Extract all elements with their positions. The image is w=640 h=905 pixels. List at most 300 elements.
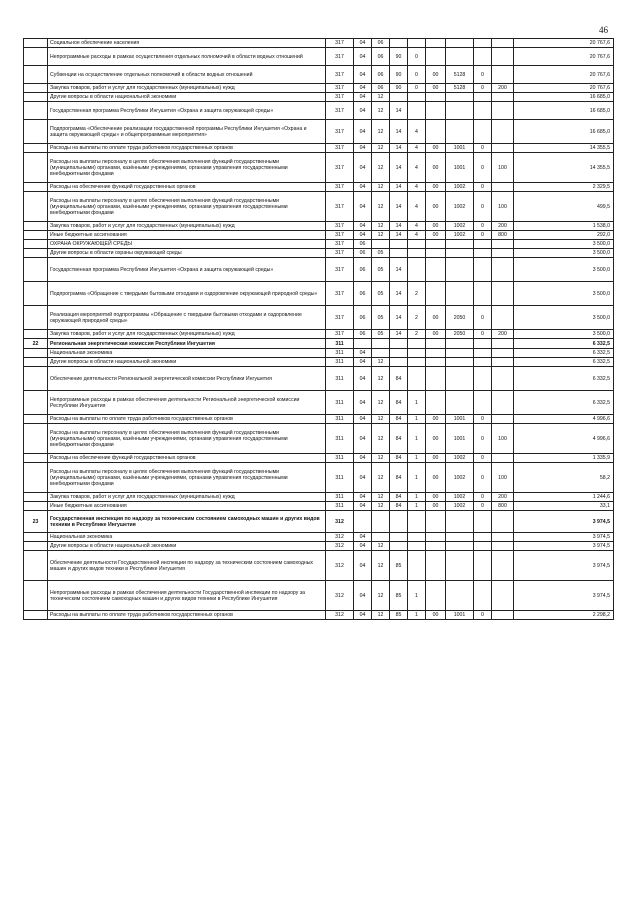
- cell-c7: 1002: [446, 231, 474, 240]
- cell-amt: 6 332,5: [514, 339, 614, 349]
- cell-c9: [492, 66, 514, 84]
- cell-c7: 1002: [446, 192, 474, 222]
- cell-amt: 4 996,6: [514, 424, 614, 454]
- cell-name: Закупка товаров, работ и услуг для государственных (муниципальных) нужд: [48, 222, 326, 231]
- cell-c4: 85: [390, 611, 408, 620]
- table-row: [24, 611, 614, 620]
- cell-c1: 312: [326, 542, 354, 551]
- cell-c8: [474, 102, 492, 120]
- cell-c7: [446, 349, 474, 358]
- table-row: [24, 339, 614, 349]
- cell-c4: [390, 39, 408, 48]
- page-number: 46: [599, 25, 608, 35]
- cell-num: [24, 502, 48, 511]
- cell-c6: 00: [426, 502, 446, 511]
- cell-c1: 312: [326, 581, 354, 611]
- cell-c8: [474, 551, 492, 581]
- cell-num: [24, 222, 48, 231]
- cell-c5: [408, 258, 426, 282]
- table-row: [24, 551, 614, 581]
- cell-c4: 14: [390, 231, 408, 240]
- cell-c9: [492, 415, 514, 424]
- cell-c8: 0: [474, 415, 492, 424]
- cell-c8: 0: [474, 493, 492, 502]
- cell-name: Другие вопросы в области охраны окружающей среды: [48, 249, 326, 258]
- cell-c7: 1001: [446, 415, 474, 424]
- cell-c1: 312: [326, 533, 354, 542]
- cell-c5: 1: [408, 415, 426, 424]
- cell-c8: 0: [474, 424, 492, 454]
- cell-name: Обеспечение деятельности Региональной энергетической комиссии Республики Ингушетия: [48, 367, 326, 391]
- cell-c5: [408, 39, 426, 48]
- cell-c1: 317: [326, 231, 354, 240]
- cell-c9: [492, 144, 514, 153]
- cell-c3: 12: [372, 367, 390, 391]
- cell-c4: [390, 542, 408, 551]
- cell-c5: [408, 349, 426, 358]
- cell-c9: [492, 611, 514, 620]
- cell-c8: [474, 542, 492, 551]
- cell-c9: [492, 511, 514, 533]
- cell-c8: 0: [474, 66, 492, 84]
- cell-c1: 311: [326, 424, 354, 454]
- cell-c8: [474, 48, 492, 66]
- cell-c5: [408, 367, 426, 391]
- cell-c3: 06: [372, 66, 390, 84]
- cell-c9: [492, 120, 514, 144]
- cell-amt: 6 332,5: [514, 367, 614, 391]
- table-row: [24, 192, 614, 222]
- cell-c3: [372, 511, 390, 533]
- cell-c3: 06: [372, 39, 390, 48]
- cell-c7: [446, 48, 474, 66]
- cell-num: [24, 39, 48, 48]
- cell-c5: 1: [408, 454, 426, 463]
- table-row: [24, 183, 614, 192]
- cell-c5: 4: [408, 192, 426, 222]
- table-row: [24, 102, 614, 120]
- cell-c8: [474, 93, 492, 102]
- cell-c2: 06: [354, 258, 372, 282]
- cell-c7: [446, 249, 474, 258]
- cell-c3: 12: [372, 231, 390, 240]
- cell-amt: 1 335,9: [514, 454, 614, 463]
- cell-c7: 5128: [446, 66, 474, 84]
- cell-c7: 2050: [446, 330, 474, 339]
- cell-c6: 00: [426, 66, 446, 84]
- cell-c5: [408, 102, 426, 120]
- cell-c6: [426, 511, 446, 533]
- cell-c4: 14: [390, 102, 408, 120]
- cell-c2: 04: [354, 183, 372, 192]
- cell-c1: 317: [326, 240, 354, 249]
- cell-c8: [474, 339, 492, 349]
- cell-amt: 14 355,5: [514, 153, 614, 183]
- cell-c8: 0: [474, 463, 492, 493]
- cell-c7: [446, 102, 474, 120]
- cell-amt: 3 500,0: [514, 249, 614, 258]
- cell-c7: 1002: [446, 222, 474, 231]
- cell-c1: 317: [326, 48, 354, 66]
- cell-c5: 2: [408, 282, 426, 306]
- cell-c4: 14: [390, 183, 408, 192]
- cell-name: Расходы на выплаты персоналу в целях обеспечения выполнения функций государственными (муниципальными) органами, казёнными учреждениями, органами управления государственными внебюджетными фондами: [48, 463, 326, 493]
- cell-amt: 292,0: [514, 231, 614, 240]
- cell-c6: [426, 367, 446, 391]
- cell-amt: 3 974,5: [514, 511, 614, 533]
- cell-c4: 84: [390, 463, 408, 493]
- cell-num: [24, 330, 48, 339]
- cell-c8: [474, 240, 492, 249]
- cell-num: [24, 551, 48, 581]
- cell-c9: [492, 39, 514, 48]
- cell-c6: [426, 358, 446, 367]
- cell-amt: 16 685,0: [514, 102, 614, 120]
- cell-name: Обеспечение деятельности Государственной инспекции по надзору за техническим состоянием самоходных машин и других видов техники в Республике Ингушетия: [48, 551, 326, 581]
- cell-amt: 6 332,5: [514, 391, 614, 415]
- cell-c8: 0: [474, 502, 492, 511]
- cell-num: [24, 358, 48, 367]
- cell-amt: 2 329,5: [514, 183, 614, 192]
- cell-c5: 1: [408, 581, 426, 611]
- cell-c7: [446, 339, 474, 349]
- cell-name: Иные бюджетные ассигнования: [48, 502, 326, 511]
- cell-amt: 3 500,0: [514, 240, 614, 249]
- cell-name: Региональная энергетическая комиссия Республики Ингушетия: [48, 339, 326, 349]
- cell-c3: 05: [372, 249, 390, 258]
- cell-c5: 1: [408, 424, 426, 454]
- cell-name: Закупка товаров, работ и услуг для государственных (муниципальных) нужд: [48, 493, 326, 502]
- cell-c1: 311: [326, 502, 354, 511]
- cell-c2: 04: [354, 93, 372, 102]
- cell-c8: [474, 120, 492, 144]
- cell-c2: 06: [354, 282, 372, 306]
- cell-c5: 4: [408, 222, 426, 231]
- cell-c9: 100: [492, 463, 514, 493]
- table-row: [24, 415, 614, 424]
- cell-c6: [426, 240, 446, 249]
- cell-num: [24, 144, 48, 153]
- cell-c7: 1002: [446, 502, 474, 511]
- cell-amt: 20 767,6: [514, 39, 614, 48]
- cell-c3: 06: [372, 84, 390, 93]
- cell-name: Другие вопросы в области национальной экономики: [48, 542, 326, 551]
- cell-amt: 3 500,0: [514, 330, 614, 339]
- cell-amt: 20 767,6: [514, 84, 614, 93]
- cell-name: Иные бюджетные ассигнования: [48, 231, 326, 240]
- cell-c8: 0: [474, 192, 492, 222]
- cell-name: Расходы на выплаты по оплате труда работников государственных органов: [48, 144, 326, 153]
- cell-c2: 04: [354, 358, 372, 367]
- cell-c2: 04: [354, 581, 372, 611]
- cell-c6: [426, 581, 446, 611]
- cell-c6: [426, 93, 446, 102]
- cell-c9: [492, 48, 514, 66]
- table-row: [24, 231, 614, 240]
- cell-num: [24, 306, 48, 330]
- cell-c5: 1: [408, 463, 426, 493]
- cell-c6: 00: [426, 611, 446, 620]
- cell-c1: 317: [326, 120, 354, 144]
- cell-num: [24, 542, 48, 551]
- table-row: [24, 84, 614, 93]
- cell-c8: [474, 249, 492, 258]
- table-row: [24, 93, 614, 102]
- cell-c1: 311: [326, 349, 354, 358]
- table-row: [24, 358, 614, 367]
- cell-c9: [492, 367, 514, 391]
- cell-c1: 317: [326, 249, 354, 258]
- cell-c3: [372, 339, 390, 349]
- cell-c8: 0: [474, 144, 492, 153]
- cell-name: Национальная экономика: [48, 533, 326, 542]
- cell-c7: [446, 258, 474, 282]
- cell-c2: 04: [354, 391, 372, 415]
- cell-amt: 3 500,0: [514, 258, 614, 282]
- cell-c9: 100: [492, 424, 514, 454]
- table-row: [24, 153, 614, 183]
- cell-c3: 12: [372, 358, 390, 367]
- table-row: [24, 330, 614, 339]
- cell-c2: [354, 511, 372, 533]
- cell-c9: [492, 102, 514, 120]
- cell-c7: [446, 93, 474, 102]
- cell-c8: 0: [474, 231, 492, 240]
- cell-c9: [492, 240, 514, 249]
- cell-c5: 1: [408, 493, 426, 502]
- cell-c7: [446, 542, 474, 551]
- cell-c2: [354, 339, 372, 349]
- cell-c4: 84: [390, 454, 408, 463]
- cell-c9: 800: [492, 502, 514, 511]
- cell-c5: 4: [408, 183, 426, 192]
- cell-c9: [492, 183, 514, 192]
- cell-c5: [408, 93, 426, 102]
- cell-c3: 12: [372, 93, 390, 102]
- cell-c7: [446, 511, 474, 533]
- cell-c9: [492, 581, 514, 611]
- cell-c3: 12: [372, 493, 390, 502]
- cell-c5: 4: [408, 231, 426, 240]
- cell-c5: [408, 533, 426, 542]
- cell-num: [24, 231, 48, 240]
- cell-name: Непрограммные расходы в рамках обеспечения деятельности Региональной энергетической комиссии Республики Ингушетия: [48, 391, 326, 415]
- cell-c2: 04: [354, 231, 372, 240]
- cell-c8: [474, 511, 492, 533]
- cell-c1: 317: [326, 183, 354, 192]
- cell-name: Закупка товаров, работ и услуг для государственных (муниципальных) нужд: [48, 330, 326, 339]
- cell-c8: [474, 391, 492, 415]
- cell-c3: 12: [372, 415, 390, 424]
- cell-c8: 0: [474, 330, 492, 339]
- cell-c5: [408, 358, 426, 367]
- cell-c8: [474, 367, 492, 391]
- cell-c7: 1002: [446, 454, 474, 463]
- cell-c8: 0: [474, 454, 492, 463]
- table-row: [24, 349, 614, 358]
- cell-name: Государственная программа Республики Ингушетия «Охрана и защита окружающей среды»: [48, 258, 326, 282]
- cell-name: Расходы на выплаты по оплате труда работников государственных органов: [48, 611, 326, 620]
- cell-c5: [408, 551, 426, 581]
- cell-c2: 04: [354, 102, 372, 120]
- cell-c4: [390, 249, 408, 258]
- cell-c9: [492, 282, 514, 306]
- cell-amt: 16 685,0: [514, 120, 614, 144]
- cell-name: Расходы на выплаты персоналу в целях обеспечения выполнения функций государственными (муниципальными) органами, казёнными учреждениями, органами управления государственными внебюджетными фондами: [48, 424, 326, 454]
- cell-c2: 04: [354, 192, 372, 222]
- cell-num: [24, 192, 48, 222]
- table-body: [24, 39, 614, 620]
- cell-num: [24, 282, 48, 306]
- cell-amt: 14 355,5: [514, 144, 614, 153]
- cell-c7: [446, 358, 474, 367]
- cell-c7: [446, 533, 474, 542]
- cell-c4: 84: [390, 502, 408, 511]
- cell-amt: 3 974,5: [514, 542, 614, 551]
- cell-c6: [426, 339, 446, 349]
- cell-c9: [492, 306, 514, 330]
- cell-c7: [446, 391, 474, 415]
- cell-c5: 0: [408, 84, 426, 93]
- cell-num: [24, 153, 48, 183]
- table-row: [24, 493, 614, 502]
- cell-c9: [492, 349, 514, 358]
- cell-c4: 14: [390, 330, 408, 339]
- cell-c4: 14: [390, 153, 408, 183]
- cell-c1: 311: [326, 391, 354, 415]
- cell-c4: 84: [390, 415, 408, 424]
- cell-c8: [474, 39, 492, 48]
- cell-c6: 00: [426, 463, 446, 493]
- cell-c2: 04: [354, 415, 372, 424]
- cell-num: [24, 463, 48, 493]
- cell-c4: [390, 349, 408, 358]
- cell-c6: 00: [426, 330, 446, 339]
- cell-c6: [426, 39, 446, 48]
- cell-c1: 311: [326, 367, 354, 391]
- cell-c2: 04: [354, 542, 372, 551]
- cell-c5: 0: [408, 66, 426, 84]
- cell-c5: 4: [408, 144, 426, 153]
- cell-amt: 33,1: [514, 502, 614, 511]
- cell-c3: 12: [372, 502, 390, 511]
- cell-c1: 317: [326, 282, 354, 306]
- cell-amt: 4 996,6: [514, 415, 614, 424]
- cell-c6: [426, 102, 446, 120]
- cell-c7: [446, 367, 474, 391]
- cell-c9: [492, 358, 514, 367]
- cell-c2: 04: [354, 66, 372, 84]
- cell-c7: [446, 240, 474, 249]
- cell-c5: 1: [408, 502, 426, 511]
- cell-num: [24, 84, 48, 93]
- cell-amt: 499,5: [514, 192, 614, 222]
- table-row: [24, 424, 614, 454]
- cell-num: [24, 424, 48, 454]
- cell-c9: [492, 533, 514, 542]
- cell-c2: 06: [354, 330, 372, 339]
- cell-num: [24, 240, 48, 249]
- cell-c6: 00: [426, 424, 446, 454]
- cell-c5: 2: [408, 306, 426, 330]
- cell-c9: 800: [492, 231, 514, 240]
- cell-c3: [372, 349, 390, 358]
- cell-c2: 04: [354, 144, 372, 153]
- cell-c6: [426, 542, 446, 551]
- cell-c1: 317: [326, 39, 354, 48]
- table-row: [24, 120, 614, 144]
- cell-c1: 317: [326, 153, 354, 183]
- cell-c9: [492, 454, 514, 463]
- cell-c3: 12: [372, 391, 390, 415]
- cell-c4: [390, 93, 408, 102]
- table-row: [24, 222, 614, 231]
- cell-c6: [426, 533, 446, 542]
- table-row: [24, 391, 614, 415]
- cell-name: Национальная экономика: [48, 349, 326, 358]
- cell-c1: 311: [326, 493, 354, 502]
- cell-c2: 06: [354, 306, 372, 330]
- cell-c6: [426, 48, 446, 66]
- cell-c9: 100: [492, 153, 514, 183]
- cell-c7: [446, 282, 474, 306]
- cell-num: 22: [24, 339, 48, 349]
- cell-c2: 04: [354, 84, 372, 93]
- cell-c7: 5128: [446, 84, 474, 93]
- cell-c6: 00: [426, 454, 446, 463]
- cell-c4: 85: [390, 551, 408, 581]
- cell-num: [24, 93, 48, 102]
- cell-c6: 00: [426, 415, 446, 424]
- cell-c3: 06: [372, 48, 390, 66]
- table-row: [24, 258, 614, 282]
- cell-c2: 04: [354, 153, 372, 183]
- cell-c6: 00: [426, 493, 446, 502]
- cell-c4: 90: [390, 48, 408, 66]
- cell-c6: [426, 120, 446, 144]
- cell-c1: 317: [326, 330, 354, 339]
- cell-c9: 200: [492, 493, 514, 502]
- cell-amt: 2 298,2: [514, 611, 614, 620]
- cell-c6: 00: [426, 84, 446, 93]
- budget-table: [23, 38, 614, 620]
- cell-num: [24, 581, 48, 611]
- cell-c5: [408, 240, 426, 249]
- cell-c7: 1002: [446, 493, 474, 502]
- cell-c1: 311: [326, 339, 354, 349]
- cell-c6: 00: [426, 231, 446, 240]
- cell-c4: [390, 533, 408, 542]
- cell-c2: 04: [354, 39, 372, 48]
- cell-c1: 317: [326, 93, 354, 102]
- cell-num: [24, 367, 48, 391]
- cell-name: Подпрограмма «Обеспечение реализации государственной программы Республики Ингушетия «Охрана и защита окружающей среды» и общепрограммные мероприятия»: [48, 120, 326, 144]
- cell-c7: [446, 120, 474, 144]
- cell-c6: 00: [426, 306, 446, 330]
- cell-c3: 12: [372, 542, 390, 551]
- table-row: [24, 511, 614, 533]
- cell-num: [24, 454, 48, 463]
- cell-c1: 312: [326, 511, 354, 533]
- cell-c6: [426, 349, 446, 358]
- cell-name: Другие вопросы в области национальной экономики: [48, 93, 326, 102]
- cell-c2: 04: [354, 222, 372, 231]
- cell-c4: 14: [390, 282, 408, 306]
- cell-c5: 0: [408, 48, 426, 66]
- cell-num: [24, 258, 48, 282]
- cell-c7: 1002: [446, 183, 474, 192]
- cell-c3: [372, 533, 390, 542]
